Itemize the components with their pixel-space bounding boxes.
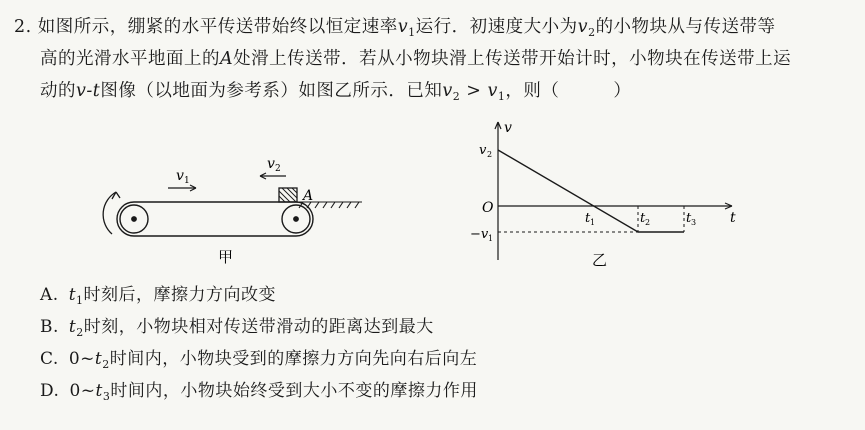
option-label: A. — [40, 285, 59, 305]
neg-v1-tick-sub: 1 — [488, 234, 494, 243]
t3-sub: 3 — [691, 218, 697, 227]
option-d[interactable] — [40, 378, 478, 410]
text-segment: > — [460, 81, 488, 101]
subscript: 2 — [588, 26, 596, 39]
symbol-v: v — [487, 81, 498, 101]
question-number: 2. — [14, 17, 32, 37]
symbol-t: t — [68, 285, 77, 305]
subscript: 2 — [102, 358, 110, 371]
text-segment: 高的光滑水平地面上的 — [40, 49, 220, 69]
right-roller — [282, 205, 310, 233]
range-prefix: 0~ — [68, 349, 95, 369]
t1-label: t — [585, 211, 591, 226]
option-text: 时刻，小物块相对传送带滑动的距离达到最大 — [83, 317, 434, 337]
v2-label: v — [267, 156, 275, 172]
option-text: 时间内，小物块始终受到大小不变的摩擦力作用 — [110, 381, 478, 401]
option-label: B. — [40, 317, 59, 337]
question-line-2 — [40, 46, 791, 72]
text-segment: ，则（ ） — [505, 81, 632, 101]
question-line-1 — [14, 14, 776, 46]
text-segment: 动的 — [40, 81, 76, 101]
symbol-A: A — [220, 49, 234, 69]
text-segment: 运行．初速度大小为 — [415, 17, 578, 37]
v2-tick-sub: 2 — [487, 150, 493, 159]
axis-v-label: v — [504, 120, 512, 136]
A-label: A — [303, 188, 314, 204]
symbol-t: t — [95, 381, 103, 401]
t2-label: t — [640, 211, 646, 226]
symbol-v: v — [442, 81, 453, 101]
v2-sub: 2 — [275, 164, 281, 174]
v1-arrow-icon — [168, 185, 196, 191]
option-label: C. — [40, 349, 59, 369]
symbol-v: v — [577, 17, 589, 37]
text-segment: 的小物块从与传送带等 — [595, 17, 776, 37]
v1-label: v — [176, 168, 184, 184]
v2-arrow-icon — [260, 173, 286, 179]
origin-label: O — [482, 200, 494, 216]
block — [279, 188, 297, 202]
subscript: 3 — [102, 390, 111, 403]
option-text: 时刻后，摩擦力方向改变 — [83, 285, 277, 305]
figure-yi-vt-graph — [470, 118, 760, 268]
symbol-v: v — [397, 17, 409, 37]
conveyor-belt — [117, 202, 313, 236]
option-b[interactable] — [40, 314, 434, 346]
neg-v1-tick-label: −v — [470, 227, 489, 242]
subscript: 1 — [408, 26, 416, 39]
subscript: 2 — [76, 326, 84, 339]
option-c[interactable] — [40, 346, 477, 378]
axes — [495, 122, 732, 260]
question-line-3 — [40, 78, 631, 110]
subscript: 2 — [452, 90, 461, 103]
subscript: 1 — [497, 90, 506, 103]
symbol-t: t — [94, 349, 103, 369]
text-segment: 处滑上传送带．若从小物块滑上传送带开始计时，小物块在传送带上运 — [233, 49, 792, 69]
t3-label: t — [686, 211, 692, 226]
option-text: 时间内，小物块受到的摩擦力方向先向右后向左 — [109, 349, 478, 369]
subscript: 1 — [76, 294, 84, 307]
v1-sub: 1 — [184, 176, 190, 186]
axis-t-label: t — [730, 210, 736, 226]
v2-tick-label: v — [479, 143, 487, 158]
t1-sub: 1 — [590, 218, 596, 227]
rotation-arrow-icon — [103, 192, 116, 234]
text-segment: 图像（以地面为参考系）如图乙所示．已知 — [100, 81, 443, 101]
figure-jia-caption: 甲 — [218, 248, 234, 266]
symbol-vt: v-t — [76, 81, 101, 101]
t2-sub: 2 — [645, 218, 651, 227]
left-roller — [120, 205, 148, 233]
figure-yi-caption: 乙 — [592, 251, 608, 268]
range-prefix: 0~ — [69, 381, 96, 401]
symbol-t: t — [68, 317, 77, 337]
option-label: D. — [40, 381, 60, 401]
figure-jia-conveyor — [100, 148, 380, 273]
text-segment: 如图所示，绷紧的水平传送带始终以恒定速率 — [37, 17, 398, 37]
option-a[interactable] — [40, 282, 276, 314]
